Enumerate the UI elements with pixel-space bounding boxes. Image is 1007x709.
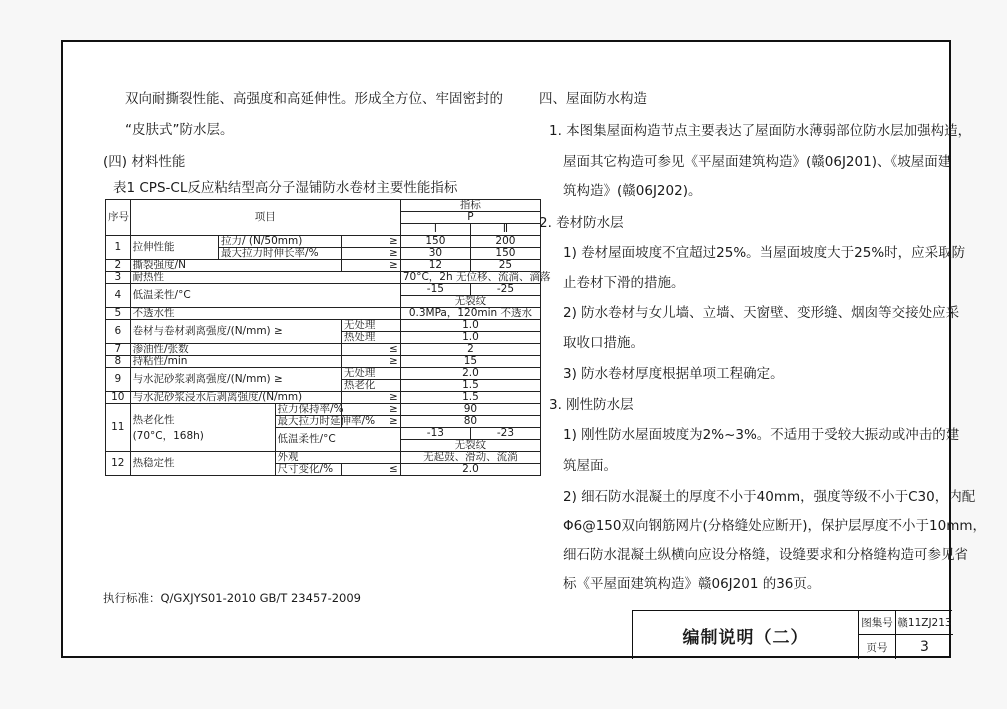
header-i: I bbox=[400, 224, 470, 236]
table-row: 7 渗油性/张数 ≤ 2 bbox=[106, 344, 541, 356]
intro-line-1: 双向耐撕裂性能、高强度和高延伸性。形成全方位、牢固密封的 bbox=[125, 91, 503, 107]
atlas-number-label: 图集号 bbox=[859, 611, 896, 634]
table-row: 6 卷材与卷材剥离强度/(N/mm) ≥ 无处理 1.0 bbox=[106, 320, 541, 332]
performance-table: 序号 项目 指标 P I Ⅱ 1 拉伸性能 拉力/ (N/50mm) ≥ 150 200 最大拉力时伸长率/% ≥ 30 150 2 撕裂强度/N ≥ 12 25 3 耐热性 70°C，2h 无位移、流淌、滴落 4 低温柔性/°C -15 -25 无裂纹 5 不透水性 0.3MPa，120min 不透水 6 卷材与卷材剥离强度/(N/mm) ≥ 无处理 1.0 热处理 1.0 7 渗油性/张数 ≤ 2 8 持粘性/min ≥ 15 9 与水泥砂浆剥离强度/(N/mm) ≥ 无处理 2.0 热老化 1.5 10 与水泥砂浆浸水后剥离强度/(N/mm) ≥ 1.5 11 热老化性 (70°C，168h) 拉力保持率/% ≥ 90 最大拉力时延伸率/% ≥ 80 低温柔性/°C -13 -23 无裂纹 12 热稳定性 外观 无起鼓、滑动、流淌 尺寸变化/% ≤ 2.0 bbox=[105, 199, 541, 476]
section-heading: (四) 材料性能 bbox=[103, 154, 186, 170]
right-line-7: 2) 防水卷材与女儿墙、立墙、天窗壁、变形缝、烟囱等交接处应采 bbox=[563, 305, 960, 321]
title-block-grid bbox=[858, 611, 953, 659]
right-line-10: 3. 刚性防水层 bbox=[549, 397, 634, 413]
header-item: 项目 bbox=[130, 200, 400, 236]
right-line-14: Φ6@150双向钢筋网片(分格缝处应断开)，保护层厚度不小于10mm， bbox=[563, 518, 986, 534]
table-row: 最大拉力时伸长率/% ≥ 30 150 bbox=[106, 248, 541, 260]
table-row: 10 与水泥砂浆浸水后剥离强度/(N/mm) ≥ 1.5 bbox=[106, 392, 541, 404]
table-header-row bbox=[106, 200, 541, 212]
right-line-11: 1) 刚性防水屋面坡度为2%~3%。不适用于受较大振动或冲击的建 bbox=[563, 427, 960, 443]
table-row: 1 拉伸性能 拉力/ (N/50mm) ≥ 150 200 bbox=[106, 236, 541, 248]
intro-line-2: “皮肤式”防水层。 bbox=[125, 122, 234, 138]
header-p: P bbox=[400, 212, 540, 224]
drawing-title: 编制说明（二） bbox=[682, 627, 809, 648]
atlas-number-value: 赣11ZJ213 bbox=[897, 617, 952, 629]
page-number-label: 页号 bbox=[859, 635, 896, 659]
table-row: 9 与水泥砂浆剥离强度/(N/mm) ≥ 无处理 2.0 bbox=[106, 368, 541, 380]
table-row: 8 持粘性/min ≥ 15 bbox=[106, 356, 541, 368]
table-row: 11 热老化性 (70°C，168h) 拉力保持率/% ≥ 90 bbox=[106, 404, 541, 416]
right-line-4: 2. 卷材防水层 bbox=[539, 215, 624, 231]
right-line-12: 筑屋面。 bbox=[563, 458, 617, 474]
table-row: 3 耐热性 70°C，2h 无位移、流淌、滴落 bbox=[106, 272, 541, 284]
title-block bbox=[632, 610, 952, 659]
page-number-value: 3 bbox=[920, 639, 929, 655]
right-line-6: 止卷材下滑的措施。 bbox=[563, 275, 685, 291]
table-row: 2 撕裂强度/N ≥ 12 25 bbox=[106, 260, 541, 272]
table-row: 4 低温柔性/°C -15 -25 bbox=[106, 284, 541, 296]
right-line-9: 3) 防水卷材厚度根据单项工程确定。 bbox=[563, 366, 784, 382]
table-row: 12 热稳定性 外观 无起鼓、滑动、流淌 bbox=[106, 452, 541, 464]
header-index: 指标 bbox=[400, 200, 540, 212]
table-caption: 表1 CPS-CL反应粘结型高分子湿铺防水卷材主要性能指标 bbox=[113, 180, 458, 196]
header-ii: Ⅱ bbox=[470, 224, 540, 236]
right-line-15: 细石防水混凝土纵横向应设分格缝，设缝要求和分格缝构造可参见省 bbox=[563, 547, 968, 563]
table-row: 5 不透水性 0.3MPa，120min 不透水 bbox=[106, 308, 541, 320]
drawing-sheet bbox=[61, 40, 986, 658]
executive-standard: 执行标准：Q/GXJYS01-2010 GB/T 23457-2009 bbox=[103, 591, 361, 605]
right-heading: 四、屋面防水构造 bbox=[539, 91, 647, 107]
right-line-8: 取收口措施。 bbox=[563, 335, 644, 351]
right-line-5: 1) 卷材屋面坡度不宜超过25%。当屋面坡度大于25%时，应采取防 bbox=[563, 245, 966, 261]
right-line-13: 2) 细石防水混凝土的厚度不小于40mm，强度等级不小于C30，内配 bbox=[563, 489, 976, 505]
header-no: 序号 bbox=[106, 200, 131, 236]
right-line-1: 1. 本图集屋面构造节点主要表达了屋面防水薄弱部位防水层加强构造， bbox=[549, 123, 972, 139]
right-line-16: 标《平屋面建筑构造》赣06J201 的36页。 bbox=[563, 576, 821, 592]
right-line-2: 屋面其它构造可参见《平屋面建筑构造》(赣06J201)、《坡屋面建 bbox=[563, 154, 952, 170]
right-line-3: 筑构造》(赣06J202)。 bbox=[563, 183, 702, 199]
